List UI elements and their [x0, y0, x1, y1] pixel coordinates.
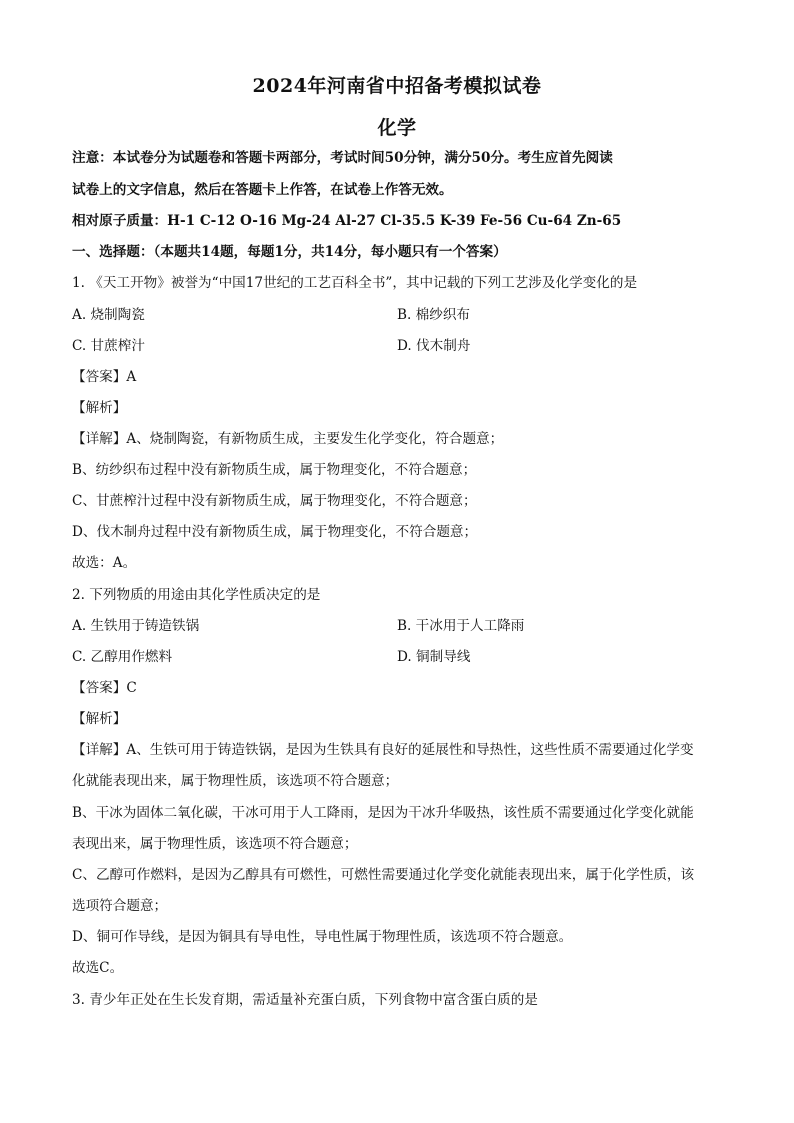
- q2-detail-line: D、铜可作导线，是因为铜具有导电性，导电性属于物理性质，该选项不符合题意。: [72, 929, 573, 945]
- q1-detail-line: 【详解】A、烧制陶瓷，有新物质生成，主要发生化学变化，符合题意；: [72, 431, 504, 447]
- q2-detail-line: 选项符合题意；: [72, 898, 168, 914]
- q2-option-b: B. 干冰用于人工降雨: [397, 618, 525, 634]
- q2-detail-line: 化就能表现出来，属于物理性质，该选项不符合题意；: [72, 773, 399, 789]
- q2-answer: 【答案】C: [72, 680, 137, 696]
- notice-line-2: 试卷上的文字信息，然后在答题卡上作答，在试卷上作答无效。: [72, 182, 453, 198]
- q2-detail-line: 表现出来，属于物理性质，该选项不符合题意；: [72, 836, 358, 852]
- q1-option-d: D. 伐木制舟: [397, 338, 471, 354]
- q1-option-b: B. 棉纱织布: [397, 307, 471, 323]
- q1-option-c: C. 甘蔗榨汁: [72, 338, 145, 354]
- q1-conclusion: 故选：A。: [72, 555, 137, 571]
- q3-stem: 3. 青少年正处在生长发育期，需适量补充蛋白质，下列食物中富含蛋白质的是: [72, 992, 538, 1008]
- q2-detail-line: C、乙醇可作燃料，是因为乙醇具有可燃性，可燃性需要通过化学变化就能表现出来，属于化学性质，该: [72, 867, 695, 883]
- subject-title: 化学: [377, 117, 417, 139]
- q1-stem: 1. 《天工开物》被誉为“中国17世纪的工艺百科全书”，其中记载的下列工艺涉及化学变化的是: [72, 275, 638, 291]
- q1-detail-line: D、伐木制舟过程中没有新物质生成，属于物理变化，不符合题意；: [72, 524, 478, 540]
- section-heading: 一、选择题：（本题共14题，每题1分，共14分，每小题只有一个答案）: [72, 244, 507, 260]
- q1-detail-line: B、纺纱织布过程中没有新物质生成，属于物理变化，不符合题意；: [72, 462, 477, 478]
- q1-answer: 【答案】A: [72, 369, 137, 385]
- atomic-mass-line: 相对原子质量：H-1 C-12 O-16 Mg-24 Al-27 Cl-35.5 K-39 Fe-56 Cu-64 Zn-65: [72, 213, 622, 229]
- q2-option-d: D. 铜制导线: [397, 649, 471, 665]
- q2-option-c: C. 乙醇用作燃料: [72, 649, 173, 665]
- q1-option-a: A. 烧制陶瓷: [72, 307, 145, 323]
- q2-detail-line: 【详解】A、生铁可用于铸造铁锅，是因为生铁具有良好的延展性和导热性，这些性质不需要通过化学变: [72, 742, 694, 758]
- q1-detail-line: C、甘蔗榨汁过程中没有新物质生成，属于物理变化，不符合题意；: [72, 493, 477, 509]
- notice-line-1: 注意：本试卷分为试题卷和答题卡两部分，考试时间50分钟，满分50分。考生应首先阅读: [72, 150, 613, 166]
- q1-analysis-label: 【解析】: [72, 400, 127, 416]
- q2-option-a: A. 生铁用于铸造铁锅: [72, 618, 200, 634]
- q2-conclusion: 故选C。: [72, 960, 124, 976]
- q2-stem: 2. 下列物质的用途由其化学性质决定的是: [72, 587, 321, 603]
- exam-title: 2024年河南省中招备考模拟试卷: [252, 75, 542, 97]
- q2-detail-line: B、干冰为固体二氧化碳，干冰可用于人工降雨，是因为干冰升华吸热，该性质不需要通过化学变化就能: [72, 805, 694, 821]
- q2-analysis-label: 【解析】: [72, 711, 127, 727]
